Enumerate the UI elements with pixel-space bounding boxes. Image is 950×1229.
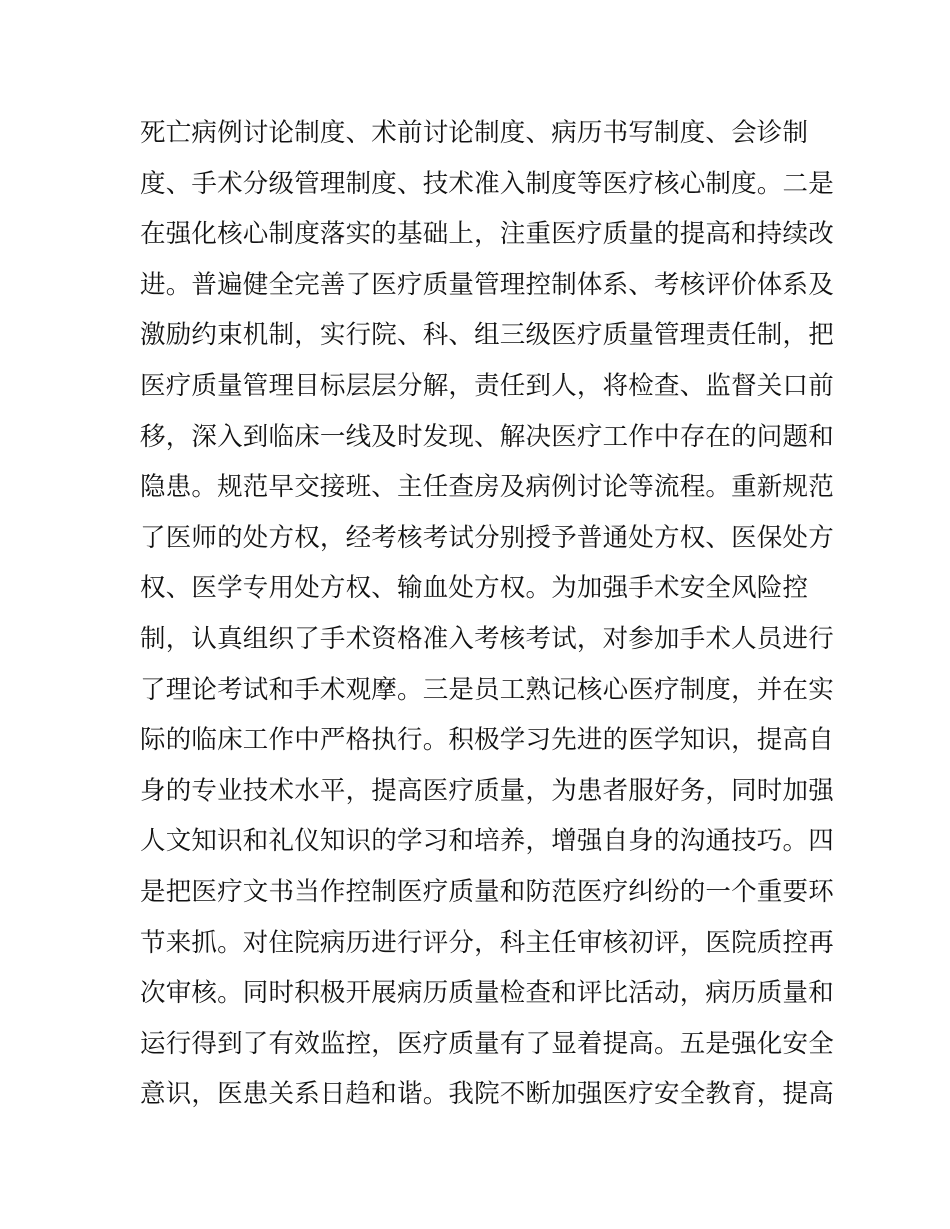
text-line-20: 意识，医患关系日趋和谐。我院不断加强医疗安全教育，提高: [140, 1079, 834, 1110]
text-line-5: 激励约束机制，实行院、科、组三级医疗质量管理责任制，把: [140, 320, 834, 351]
text-line-17: 节来抓。对住院病历进行评分，科主任审核初评，医院质控再: [140, 927, 834, 958]
text-line-15: 人文知识和礼仪知识的学习和培养，增强自身的沟通技巧。四: [140, 826, 834, 857]
text-line-4: 进。普遍健全完善了医疗质量管理控制体系、考核评价体系及: [140, 269, 834, 300]
text-line-10: 权、医学专用处方权、输血处方权。为加强手术安全风险控: [140, 573, 809, 604]
text-line-6: 医疗质量管理目标层层分解，责任到人，将检查、监督关口前: [140, 370, 834, 401]
text-line-19: 运行得到了有效监控，医疗质量有了显着提高。五是强化安全: [140, 1028, 834, 1059]
text-line-9: 了医师的处方权，经考核考试分别授予普通处方权、医保处方: [140, 522, 834, 553]
text-line-14: 身的专业技术水平，提高医疗质量，为患者服好务，同时加强: [140, 775, 834, 806]
body-paragraph: [140, 108, 834, 1120]
text-line-7: 移，深入到临床一线及时发现、解决医疗工作中存在的问题和: [140, 421, 834, 452]
text-line-11: 制，认真组织了手术资格准入考核考试，对参加手术人员进行: [140, 623, 834, 654]
text-line-13: 际的临床工作中严格执行。积极学习先进的医学知识，提高自: [140, 725, 834, 756]
text-line-2: 度、手术分级管理制度、技术准入制度等医疗核心制度。二是: [140, 168, 834, 199]
text-line-1: 死亡病例讨论制度、术前讨论制度、病历书写制度、会诊制: [140, 118, 809, 148]
text-line-18: 次审核。同时积极开展病历质量检查和评比活动，病历质量和: [140, 978, 834, 1009]
text-line-3: 在强化核心制度落实的基础上，注重医疗质量的提高和持续改: [140, 219, 834, 250]
text-line-12: 了理论考试和手术观摩。三是员工熟记核心医疗制度，并在实: [140, 674, 834, 705]
text-line-8: 隐患。规范早交接班、主任查房及病例讨论等流程。重新规范: [140, 472, 834, 503]
text-line-16: 是把医疗文书当作控制医疗质量和防范医疗纠纷的一个重要环: [140, 876, 834, 907]
